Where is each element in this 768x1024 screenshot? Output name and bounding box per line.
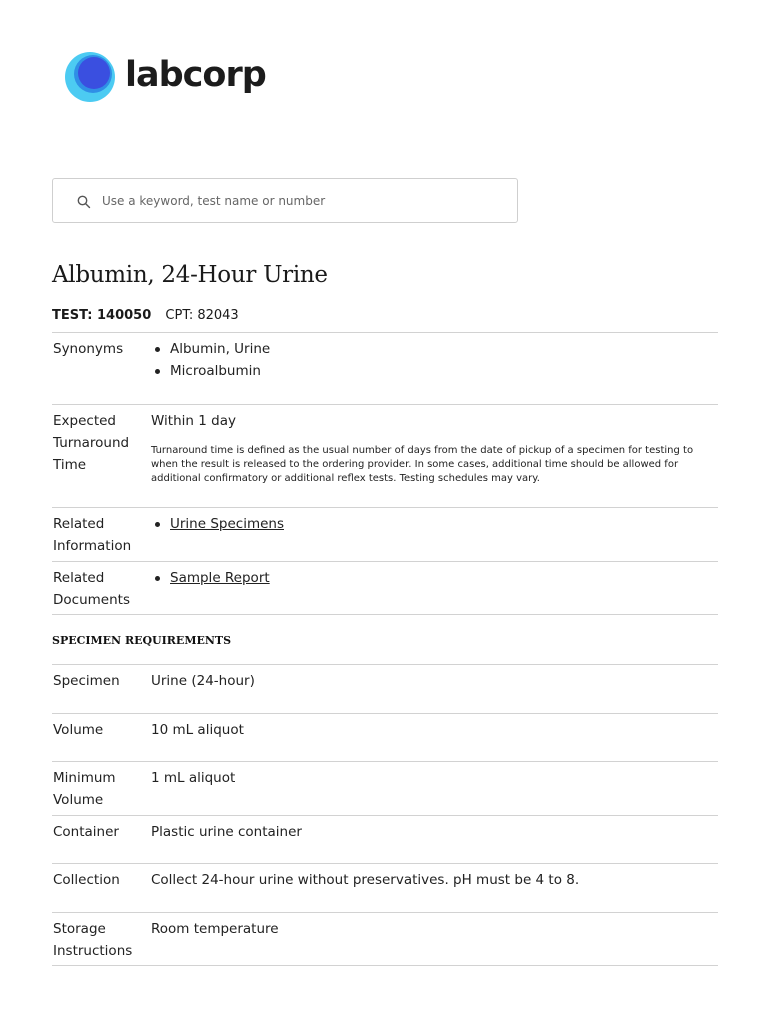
- turnaround-label: Expected Turnaround Time: [53, 413, 130, 473]
- collection-value: Collect 24-hour urine without preservatives. pH must be 4 to 8.: [151, 872, 580, 888]
- related-information-item: [151, 513, 718, 535]
- collection-label: Collection: [53, 872, 120, 888]
- related-documents-row: [52, 561, 718, 615]
- turnaround-note: Turnaround time is defined as the usual number of days from the date of pickup of a specimen for testing to when the result is released to the ordering provider. In some cases, additional time should be allowed for additional confirmatory or additional reflex tests. Testing schedules may vary.: [151, 445, 694, 484]
- synonyms-list: [151, 338, 718, 382]
- search-input[interactable]: [102, 194, 482, 208]
- volume-label: Volume: [53, 722, 104, 738]
- search-icon: [77, 194, 91, 208]
- urine-specimens-link[interactable]: Urine Specimens: [170, 516, 284, 532]
- collection-row: [52, 863, 718, 912]
- specimen-requirements-table: [52, 664, 718, 966]
- specimen-value: Urine (24-hour): [151, 673, 255, 689]
- page-title: Albumin, 24-Hour Urine: [52, 262, 328, 288]
- turnaround-value: [151, 410, 718, 507]
- volume-value: 10 mL aliquot: [151, 722, 244, 738]
- turnaround-time: Within 1 day: [151, 413, 236, 429]
- synonyms-value: [151, 338, 718, 404]
- specimen-requirements-heading: SPECIMEN REQUIREMENTS: [52, 634, 232, 647]
- storage-instructions-value: Room temperature: [151, 921, 279, 937]
- storage-instructions-label: Storage Instructions: [53, 921, 133, 959]
- synonym-item: Albumin, Urine: [151, 338, 718, 360]
- search-box[interactable]: [52, 178, 518, 223]
- related-information-value: [151, 513, 718, 561]
- container-label: Container: [53, 824, 119, 840]
- related-information-label: Related Information: [53, 516, 132, 554]
- specimen-row: [52, 664, 718, 713]
- synonyms-label: Synonyms: [53, 341, 124, 357]
- test-codes: [52, 308, 239, 323]
- container-row: [52, 815, 718, 863]
- cpt-code: CPT: 82043: [165, 308, 239, 323]
- minimum-volume-label: Minimum Volume: [53, 770, 116, 808]
- related-documents-value: [151, 567, 718, 614]
- labcorp-logo-icon: [65, 52, 115, 102]
- labcorp-logo[interactable]: [65, 52, 266, 102]
- specimen-label: Specimen: [53, 673, 120, 689]
- brand-name: labcorp: [125, 54, 266, 95]
- test-number: TEST: 140050: [52, 308, 152, 323]
- related-information-row: [52, 507, 718, 561]
- storage-instructions-row: [52, 912, 718, 966]
- synonyms-row: [52, 332, 718, 404]
- related-documents-item: [151, 567, 718, 589]
- volume-row: [52, 713, 718, 761]
- turnaround-row: [52, 404, 718, 507]
- sample-report-link[interactable]: Sample Report: [170, 570, 270, 586]
- container-value: Plastic urine container: [151, 824, 302, 840]
- test-details-table: [52, 332, 718, 615]
- minimum-volume-row: [52, 761, 718, 815]
- synonym-item: Microalbumin: [151, 360, 718, 382]
- minimum-volume-value: 1 mL aliquot: [151, 770, 236, 786]
- related-documents-label: Related Documents: [53, 570, 130, 608]
